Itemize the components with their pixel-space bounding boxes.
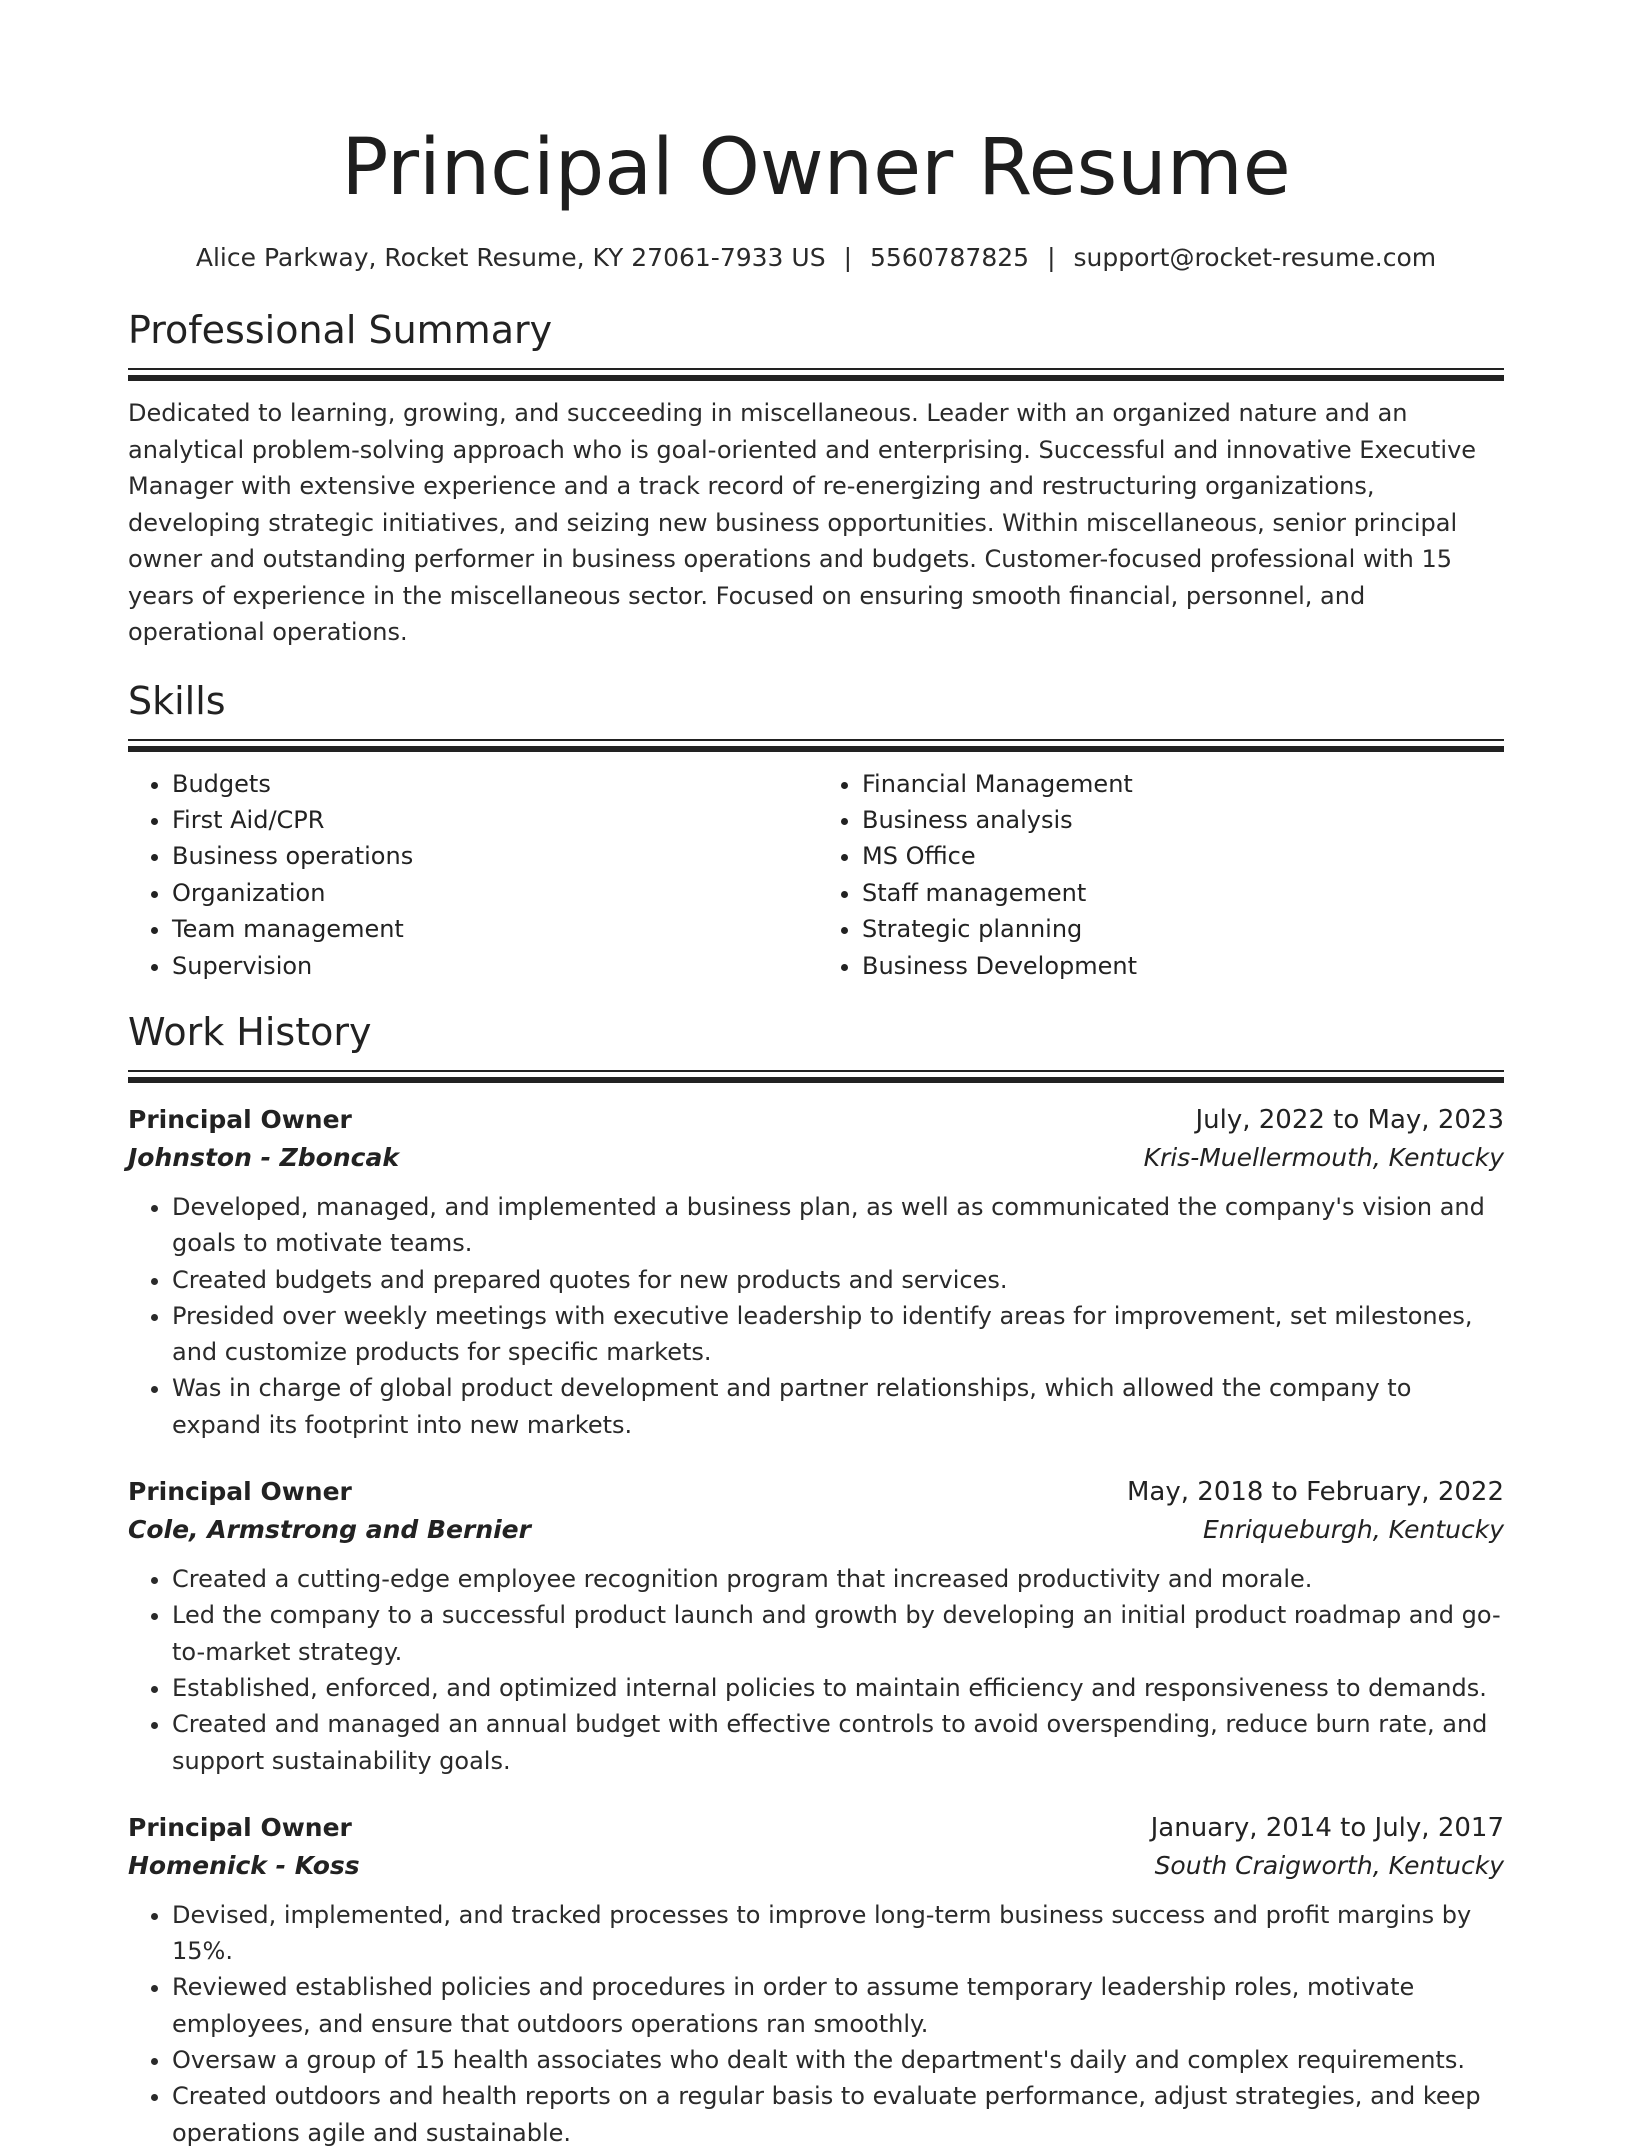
summary-text: Dedicated to learning, growing, and succeeding in miscellaneous. Leader with an organized nature and an analytical problem-solving approach who is goal-oriented and enterprising. Successful and innovative Executive Manager with extensive experience and a track record of re-energizing and restructuring organizations, developing strategic initiatives, and seizing new business opportunities. Within miscellaneous, senior principal owner and outstanding performer in business operations and budgets. Customer-focused professional with 15 years of experience in the miscellaneous sector. Focused on ensuring smooth financial, personnel, and operational operations. (128, 399, 1477, 646)
skill-item: • MS Office (862, 838, 1504, 874)
job-bullet: • Devised, implemented, and tracked processes to improve long-term business success and profit margins by 15%. (172, 1897, 1504, 1970)
skill-item: • Business Development (862, 948, 1504, 984)
section-heading-skills: Skills (128, 678, 226, 723)
skill-item: • Team management (172, 911, 816, 947)
job-company: Cole, Armstrong and Bernier (128, 1515, 531, 1545)
section-divider (128, 739, 1504, 752)
skills-list (128, 766, 1504, 984)
job-header-row (128, 1809, 1504, 1847)
job-bullet: • Oversaw a group of 15 health associates who dealt with the department's daily and complex requirements. (172, 2042, 1504, 2078)
skill-item: • Business analysis (862, 802, 1504, 838)
job-dates: May, 2018 to February, 2022 (1127, 1477, 1504, 1508)
contact-address: Alice Parkway, Rocket Resume, KY 27061-7933 US (195, 243, 826, 272)
job-bullet: • Created budgets and prepared quotes for new products and services. (172, 1262, 1504, 1298)
skill-item: • Budgets (172, 766, 816, 802)
section-divider (128, 1070, 1504, 1083)
resume-title: Principal Owner Resume (341, 123, 1291, 213)
job-bullet: • Created a cutting-edge employee recognition program that increased productivity and morale. (172, 1561, 1504, 1597)
job-bullets (128, 1561, 1504, 1779)
contact-phone: 5560787825 (870, 243, 1030, 272)
skill-item: • Staff management (862, 875, 1504, 911)
job-bullet: • Created and managed an annual budget with effective controls to avoid overspending, reduce burn rate, and support sustainability goals. (172, 1706, 1504, 1779)
job-bullet: • Developed, managed, and implemented a business plan, as well as communicated the company's vision and goals to motivate teams. (172, 1189, 1504, 1262)
job-title: Principal Owner (128, 1812, 352, 1842)
contact-separator: | (843, 243, 852, 272)
job-subheader-row (128, 1139, 1504, 1177)
job-subheader-row (128, 1847, 1504, 1885)
skills-column-left (128, 766, 816, 984)
section-heading-summary: Professional Summary (128, 308, 553, 352)
job-bullet: • Reviewed established policies and procedures in order to assume temporary leadership roles, motivate employees, and ensure that outdoors operations ran smoothly. (172, 1969, 1504, 2042)
contact-email: support@rocket-resume.com (1073, 243, 1437, 272)
job-location: Kris-Muellermouth, Kentucky (1143, 1142, 1504, 1172)
job-title: Principal Owner (128, 1477, 352, 1507)
job-title: Principal Owner (128, 1104, 352, 1134)
job-bullets (128, 1189, 1504, 1443)
job-entry (128, 1473, 1504, 1779)
job-entry (128, 1809, 1504, 2151)
job-header-row (128, 1473, 1504, 1511)
section-heading-work-history: Work History (128, 1009, 372, 1054)
job-location: Enriqueburgh, Kentucky (1203, 1515, 1504, 1545)
job-bullet: • Presided over weekly meetings with executive leadership to identify areas for improvement, set milestones, and customize products for specific markets. (172, 1298, 1504, 1371)
contact-separator: | (1047, 243, 1056, 272)
skill-item: • Supervision (172, 948, 816, 984)
job-bullet: • Led the company to a successful product launch and growth by developing an initial product roadmap and go-to-market strategy. (172, 1597, 1504, 1670)
contact-line (128, 240, 1504, 276)
job-bullet: • Established, enforced, and optimized internal policies to maintain efficiency and responsiveness to demands. (172, 1670, 1504, 1706)
skill-item: • Financial Management (862, 766, 1504, 802)
job-company: Johnston - Zboncak (128, 1142, 399, 1172)
job-bullet: • Was in charge of global product development and partner relationships, which allowed the company to expand its footprint into new markets. (172, 1370, 1504, 1443)
job-dates: July, 2022 to May, 2023 (1195, 1104, 1504, 1135)
skills-column-right (816, 766, 1504, 984)
job-company: Homenick - Koss (128, 1850, 360, 1880)
skill-item: • Business operations (172, 838, 816, 874)
skill-item: • Organization (172, 875, 816, 911)
section-divider (128, 368, 1504, 381)
skill-item: • Strategic planning (862, 911, 1504, 947)
job-location: South Craigworth, Kentucky (1154, 1850, 1504, 1880)
job-subheader-row (128, 1511, 1504, 1549)
skill-item: • First Aid/CPR (172, 802, 816, 838)
job-bullet: • Created outdoors and health reports on a regular basis to evaluate performance, adjust strategies, and keep operations agile and sustainable. (172, 2078, 1504, 2151)
job-dates: January, 2014 to July, 2017 (1150, 1812, 1504, 1843)
job-entry (128, 1101, 1504, 1443)
job-header-row (128, 1101, 1504, 1139)
job-bullets (128, 1897, 1504, 2151)
